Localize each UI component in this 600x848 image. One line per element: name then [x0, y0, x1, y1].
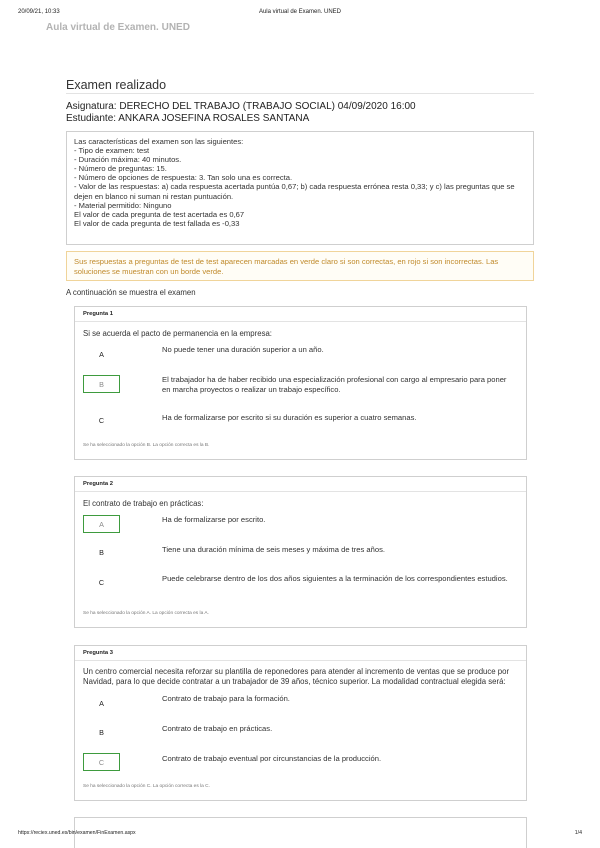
option-text-a: No puede tener una duración superior a un año. [162, 345, 324, 354]
page-number: 1/4 [574, 830, 582, 836]
exam-subject-block [66, 101, 534, 125]
option-letter-a-correct: A [83, 515, 120, 533]
question-card-1 [74, 306, 527, 460]
option-letter-b-correct: B [83, 375, 120, 393]
app-title: Aula virtual de Examen. UNED [46, 22, 190, 33]
option-letter-c: C [98, 415, 105, 425]
subject-line: Asignatura: DERECHO DEL TRABAJO (TRABAJO SOCIAL) 04/09/2020 16:00 [66, 101, 416, 112]
question-result: Se ha seleccionado la opción A. La opción correcta es la A. [83, 611, 209, 616]
print-url: https://reciex.uned.es/bin/examen/FinExamen.aspx [18, 830, 136, 836]
option-letter-c-correct: C [83, 753, 120, 771]
exam-intro: A continuación se muestra el examen [66, 288, 196, 297]
option-letter-b: B [99, 547, 104, 557]
info-line: El valor de cada pregunta de test acertada es 0,67 [74, 209, 245, 219]
student-line: Estudiante: ANKARA JOSEFINA ROSALES SANTANA [66, 113, 310, 124]
info-line: - Valor de las respuestas: a) cada respuesta acertada puntúa 0,67; b) cada respuesta errónea resta 0,33; y c) las preguntas que se dejen en blanco ni suman ni restan puntuación. [74, 182, 515, 201]
option-text-c: Puede celebrarse dentro de los dos años siguientes a la terminación de los correspondientes estudios. [162, 574, 508, 583]
print-header [18, 9, 582, 19]
exam-info-box [66, 131, 534, 245]
answers-notice: Sus respuestas a preguntas de test de test aparecen marcadas en verde claro si son correctas, en rojo si son incorrectas. Las soluciones se muestran con un borde verde. [66, 251, 534, 281]
option-text-a: Contrato de trabajo para la formación. [162, 694, 290, 703]
title-divider [66, 93, 534, 94]
question-result: Se ha seleccionado la opción C. La opción correcta es la C. [83, 784, 210, 789]
info-line: - Material permitido: Ninguno [74, 200, 172, 210]
option-text-b: Tiene una duración mínima de seis meses y máxima de tres años. [162, 545, 385, 554]
info-line: - Tipo de examen: test [74, 146, 150, 156]
option-text-c: Contrato de trabajo eventual por circunstancias de la producción. [162, 754, 382, 763]
question-text: El contrato de trabajo en prácticas: [83, 499, 204, 508]
option-text-c: Ha de formalizarse por escrito si su duración es superior a cuatro semanas. [162, 413, 417, 422]
option-letter-a: A [99, 698, 104, 708]
question-header: Pregunta 1 [75, 307, 526, 322]
question-text: Si se acuerda el pacto de permanencia en la empresa: [83, 329, 272, 338]
info-line: - Número de opciones de respuesta: 3. Tan solo una es correcta. [74, 173, 293, 183]
option-letter-b: B [99, 727, 104, 737]
print-title: Aula virtual de Examen. UNED [258, 9, 342, 15]
info-line: - Duración máxima: 40 minutos. [74, 155, 182, 165]
info-line: Las características del examen son las siguientes: [74, 137, 244, 146]
info-line: El valor de cada pregunta de test fallada es -0,33 [74, 218, 240, 228]
question-result: Se ha seleccionado la opción B. La opción correcta es la B. [83, 443, 210, 448]
info-line: - Número de preguntas: 15. [74, 164, 167, 174]
option-text-b: Contrato de trabajo en prácticas. [162, 724, 273, 733]
option-text-b: El trabajador ha de haber recibido una especialización profesional con cargo al empresario para poner en marcha proyectos o realizar un trabajo específico. [162, 375, 507, 395]
option-text-a: Ha de formalizarse por escrito. [162, 515, 266, 524]
question-header: Pregunta 3 [75, 646, 526, 661]
page-title: Examen realizado [66, 78, 167, 92]
question-card-2 [74, 476, 527, 628]
question-header: Pregunta 2 [75, 477, 526, 492]
print-footer [18, 830, 582, 838]
question-text: Un centro comercial necesita reforzar su plantilla de reponedores para atender al incremento de ventas que se produce por Navidad, para lo que decide contratar a un trabajador de 39 años, técnico superior. La modalidad contractual elegida será: [83, 667, 510, 687]
option-letter-a: A [99, 349, 104, 359]
question-card-3 [74, 645, 527, 801]
print-date: 20/09/21, 10:33 [18, 9, 60, 15]
option-letter-c: C [98, 577, 105, 587]
